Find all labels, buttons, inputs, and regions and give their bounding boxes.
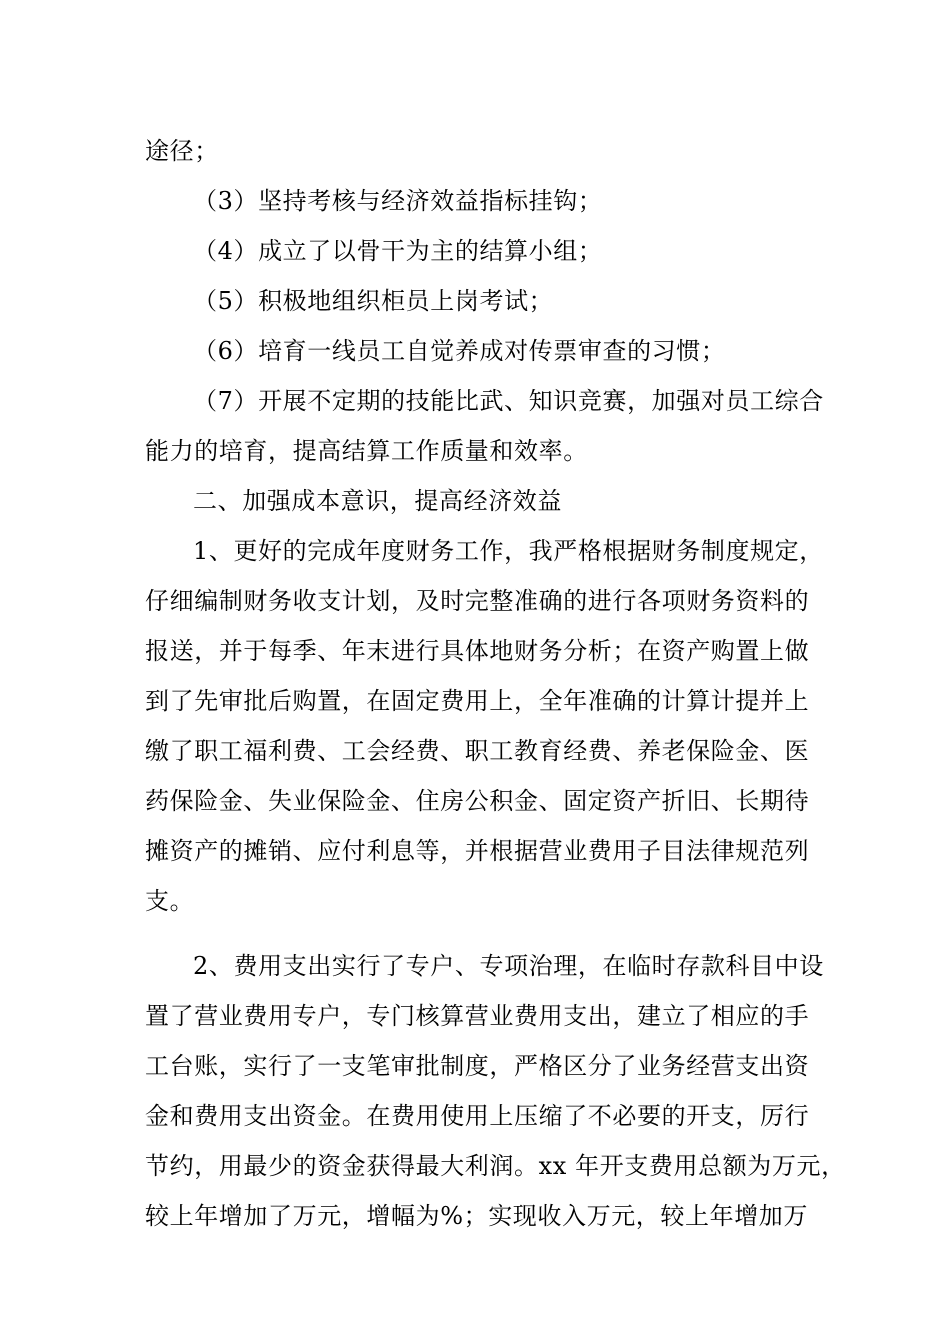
paragraph-1-line: 1、更好的完成年度财务工作，我严格根据财务制度规定， — [193, 537, 824, 565]
paragraph-1-line: 仔细编制财务收支计划，及时完整准确的进行各项财务资料的 — [145, 587, 810, 615]
list-item-7: （7）开展不定期的技能比武、知识竞赛，加强对员工综合 — [193, 387, 824, 415]
list-item-3: （3）坚持考核与经济效益指标挂钩； — [193, 187, 603, 215]
paragraph-2-line: 置了营业费用专户，专门核算营业费用支出，建立了相应的手 — [145, 1002, 810, 1030]
paragraph-1-line: 支。 — [145, 887, 195, 915]
paragraph-1-line: 缴了职工福利费、工会经费、职工教育经费、养老保险金、医 — [145, 737, 810, 765]
list-item-4: （4）成立了以骨干为主的结算小组； — [193, 237, 603, 265]
section-heading: 二、加强成本意识，提高经济效益 — [193, 487, 562, 515]
paragraph-1-line: 药保险金、失业保险金、住房公积金、固定资产折旧、长期待 — [145, 787, 810, 815]
paragraph-1-line: 报送，并于每季、年末进行具体地财务分析；在资产购置上做 — [145, 637, 810, 665]
list-item-6: （6）培育一线员工自觉养成对传票审查的习惯； — [193, 337, 726, 365]
text-line: 途径； — [145, 137, 219, 165]
list-item-5: （5）积极地组织柜员上岗考试； — [193, 287, 554, 315]
text-line: 能力的培育，提高结算工作质量和效率。 — [145, 437, 588, 465]
paragraph-1-line: 到了先审批后购置，在固定费用上，全年准确的计算计提并上 — [145, 687, 810, 715]
paragraph-2-line: 金和费用支出资金。在费用使用上压缩了不必要的开支，厉行 — [145, 1102, 810, 1130]
paragraph-2-line: 2、费用支出实行了专户、专项治理，在临时存款科目中设 — [193, 952, 824, 980]
paragraph-1-line: 摊资产的摊销、应付利息等，并根据营业费用子目法律规范列 — [145, 837, 810, 865]
paragraph-2-line: 较上年增加了万元，增幅为%；实现收入万元，较上年增加万 — [145, 1202, 809, 1230]
document-body — [145, 126, 846, 1241]
paragraph-2-line: 工台账，实行了一支笔审批制度，严格区分了业务经营支出资 — [145, 1052, 810, 1080]
paragraph-2-line: 节约，用最少的资金获得最大利润。xx 年开支费用总额为万元， — [145, 1152, 846, 1180]
paragraph-spacer — [145, 926, 810, 941]
